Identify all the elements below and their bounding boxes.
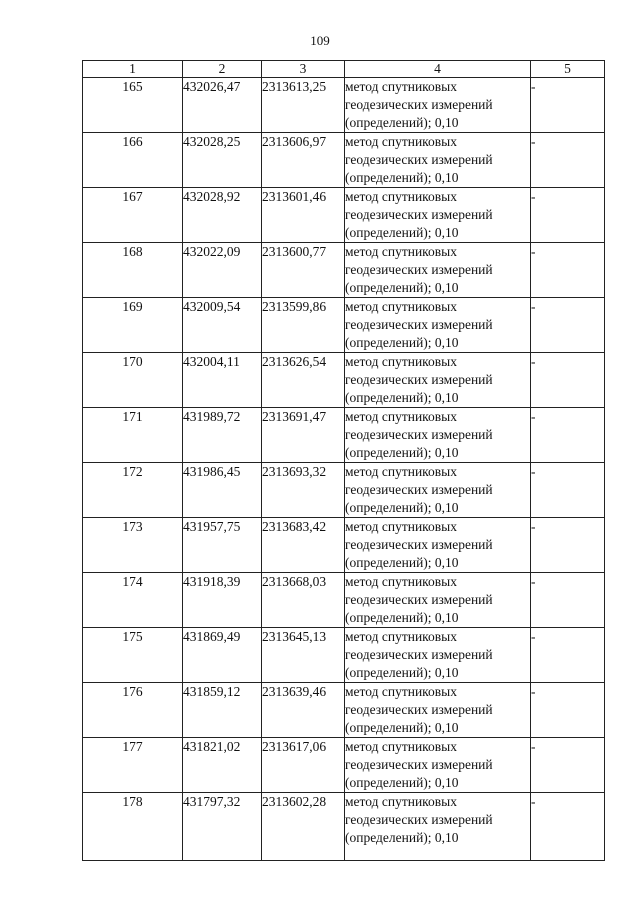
y-coordinate-cell: 2313683,42: [262, 518, 345, 573]
method-text-line: геодезических измерений: [345, 372, 493, 387]
y-coordinate-cell: 2313613,25: [262, 78, 345, 133]
method-cell: [345, 793, 531, 861]
method-cell: [345, 188, 531, 243]
table-row: [83, 353, 605, 408]
point-number-cell: 174: [83, 573, 183, 628]
method-text-line: геодезических измерений: [345, 592, 493, 607]
note-cell: -: [531, 573, 605, 628]
method-cell: [345, 408, 531, 463]
method-text-line: (определений); 0,10: [345, 610, 459, 625]
table-row: [83, 738, 605, 793]
method-text-line: (определений); 0,10: [345, 720, 459, 735]
method-text-line: метод спутниковых: [345, 739, 457, 754]
point-number-cell: 169: [83, 298, 183, 353]
point-number-cell: 166: [83, 133, 183, 188]
table-row: [83, 298, 605, 353]
method-text-line: геодезических измерений: [345, 537, 493, 552]
method-text-line: геодезических измерений: [345, 262, 493, 277]
y-coordinate-cell: 2313691,47: [262, 408, 345, 463]
method-text-line: (определений); 0,10: [345, 445, 459, 460]
table-row: [83, 628, 605, 683]
x-coordinate-cell: 432028,92: [183, 188, 262, 243]
x-coordinate-cell: 431918,39: [183, 573, 262, 628]
header-row: [83, 61, 605, 78]
method-text-line: геодезических измерений: [345, 702, 493, 717]
x-coordinate-cell: 431986,45: [183, 463, 262, 518]
method-text-line: геодезических измерений: [345, 812, 493, 827]
note-cell: -: [531, 683, 605, 738]
table-row: [83, 793, 605, 861]
note-cell: -: [531, 518, 605, 573]
method-text-line: (определений); 0,10: [345, 665, 459, 680]
method-text-line: (определений); 0,10: [345, 225, 459, 240]
note-cell: -: [531, 298, 605, 353]
point-number-cell: 172: [83, 463, 183, 518]
method-cell: [345, 463, 531, 518]
method-text-line: (определений); 0,10: [345, 115, 459, 130]
note-cell: -: [531, 463, 605, 518]
method-cell: [345, 78, 531, 133]
column-header: 2: [183, 61, 262, 78]
page-number: 109: [310, 33, 330, 48]
point-number-cell: 175: [83, 628, 183, 683]
table-row: [83, 683, 605, 738]
column-header: 5: [531, 61, 605, 78]
point-number-cell: 170: [83, 353, 183, 408]
y-coordinate-cell: 2313602,28: [262, 793, 345, 861]
method-cell: [345, 628, 531, 683]
method-text-line: (определений); 0,10: [345, 775, 459, 790]
y-coordinate-cell: 2313601,46: [262, 188, 345, 243]
method-text-line: метод спутниковых: [345, 79, 457, 94]
method-text-line: (определений); 0,10: [345, 390, 459, 405]
x-coordinate-cell: 431869,49: [183, 628, 262, 683]
point-number-cell: 178: [83, 793, 183, 861]
x-coordinate-cell: 431859,12: [183, 683, 262, 738]
column-header: 4: [345, 61, 531, 78]
method-text-line: метод спутниковых: [345, 794, 457, 809]
method-text-line: метод спутниковых: [345, 244, 457, 259]
note-cell: -: [531, 243, 605, 298]
y-coordinate-cell: 2313626,54: [262, 353, 345, 408]
method-text-line: геодезических измерений: [345, 757, 493, 772]
y-coordinate-cell: 2313693,32: [262, 463, 345, 518]
method-cell: [345, 573, 531, 628]
x-coordinate-cell: 432026,47: [183, 78, 262, 133]
table-row: [83, 243, 605, 298]
method-text-line: геодезических измерений: [345, 97, 493, 112]
method-text-line: геодезических измерений: [345, 317, 493, 332]
point-number-cell: 165: [83, 78, 183, 133]
note-cell: -: [531, 133, 605, 188]
y-coordinate-cell: 2313599,86: [262, 298, 345, 353]
method-text-line: (определений); 0,10: [345, 500, 459, 515]
table-row: [83, 133, 605, 188]
method-text-line: (определений); 0,10: [345, 830, 459, 845]
method-text-line: (определений); 0,10: [345, 335, 459, 350]
note-cell: -: [531, 793, 605, 861]
y-coordinate-cell: 2313668,03: [262, 573, 345, 628]
method-text-line: метод спутниковых: [345, 189, 457, 204]
point-number-cell: 177: [83, 738, 183, 793]
point-number-cell: 176: [83, 683, 183, 738]
table-row: [83, 408, 605, 463]
method-text-line: метод спутниковых: [345, 134, 457, 149]
method-text-line: геодезических измерений: [345, 482, 493, 497]
x-coordinate-cell: 432028,25: [183, 133, 262, 188]
method-text-line: (определений); 0,10: [345, 280, 459, 295]
point-number-cell: 168: [83, 243, 183, 298]
method-text-line: метод спутниковых: [345, 409, 457, 424]
method-text-line: (определений); 0,10: [345, 170, 459, 185]
method-cell: [345, 353, 531, 408]
method-text-line: геодезических измерений: [345, 152, 493, 167]
method-text-line: метод спутниковых: [345, 519, 457, 534]
note-cell: -: [531, 188, 605, 243]
y-coordinate-cell: 2313617,06: [262, 738, 345, 793]
x-coordinate-cell: 431957,75: [183, 518, 262, 573]
table-row: [83, 78, 605, 133]
method-text-line: геодезических измерений: [345, 207, 493, 222]
y-coordinate-cell: 2313645,13: [262, 628, 345, 683]
method-text-line: метод спутниковых: [345, 464, 457, 479]
table-row: [83, 573, 605, 628]
y-coordinate-cell: 2313600,77: [262, 243, 345, 298]
note-cell: -: [531, 78, 605, 133]
x-coordinate-cell: 432022,09: [183, 243, 262, 298]
method-text-line: метод спутниковых: [345, 354, 457, 369]
note-cell: -: [531, 738, 605, 793]
table-body: [83, 78, 605, 861]
note-cell: -: [531, 353, 605, 408]
y-coordinate-cell: 2313606,97: [262, 133, 345, 188]
table-row: [83, 463, 605, 518]
note-cell: -: [531, 628, 605, 683]
method-text-line: метод спутниковых: [345, 629, 457, 644]
method-cell: [345, 133, 531, 188]
x-coordinate-cell: 432004,11: [183, 353, 262, 408]
method-cell: [345, 518, 531, 573]
point-number-cell: 171: [83, 408, 183, 463]
coordinates-table: [82, 60, 605, 861]
method-text-line: метод спутниковых: [345, 574, 457, 589]
method-text-line: (определений); 0,10: [345, 555, 459, 570]
method-text-line: геодезических измерений: [345, 647, 493, 662]
x-coordinate-cell: 431821,02: [183, 738, 262, 793]
table-row: [83, 518, 605, 573]
column-header: 1: [83, 61, 183, 78]
point-number-cell: 173: [83, 518, 183, 573]
column-header: 3: [262, 61, 345, 78]
method-cell: [345, 738, 531, 793]
method-cell: [345, 683, 531, 738]
table-row: [83, 188, 605, 243]
point-number-cell: 167: [83, 188, 183, 243]
x-coordinate-cell: 432009,54: [183, 298, 262, 353]
note-cell: -: [531, 408, 605, 463]
x-coordinate-cell: 431797,32: [183, 793, 262, 861]
x-coordinate-cell: 431989,72: [183, 408, 262, 463]
y-coordinate-cell: 2313639,46: [262, 683, 345, 738]
method-text-line: метод спутниковых: [345, 684, 457, 699]
method-text-line: метод спутниковых: [345, 299, 457, 314]
method-text-line: геодезических измерений: [345, 427, 493, 442]
method-cell: [345, 298, 531, 353]
method-cell: [345, 243, 531, 298]
